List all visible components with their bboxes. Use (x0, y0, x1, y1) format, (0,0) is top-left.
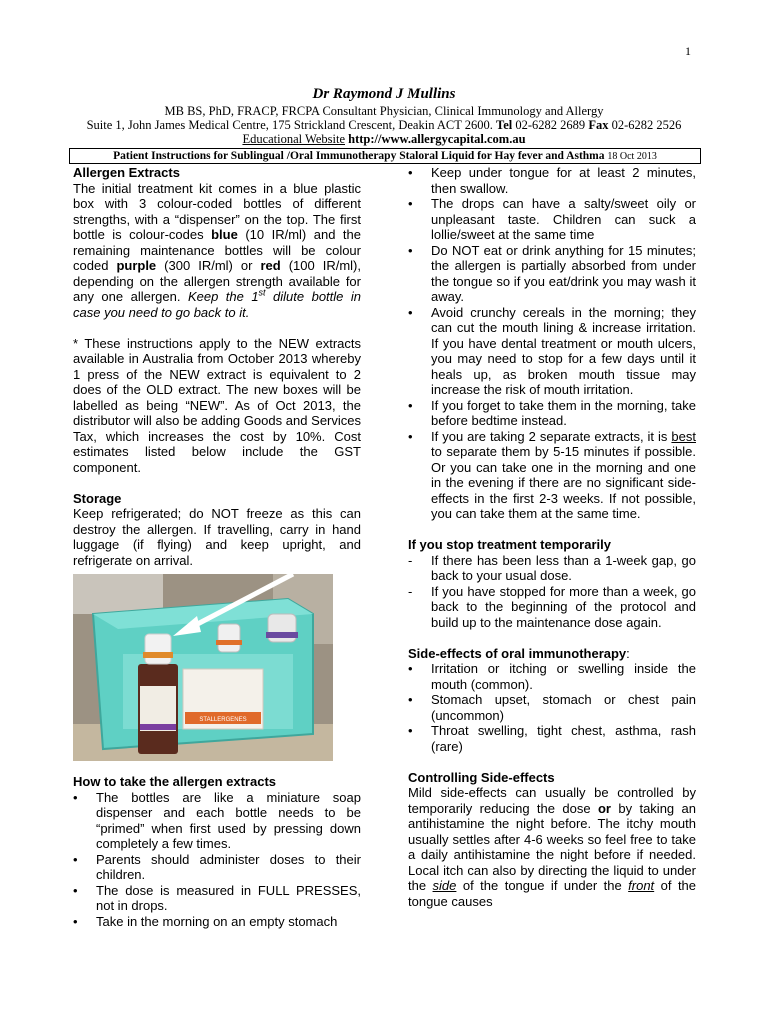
website-link[interactable]: http://www.allergycapital.com.au (348, 132, 526, 146)
howto-list-continued (408, 165, 696, 522)
right-column (408, 165, 696, 909)
list-item: • Parents should administer doses to their children. (73, 851, 361, 882)
list-item: • The bottles are like a miniature soap dispenser and each bottle needs to be “primed” when first used by pressing down completely a few times. (73, 789, 361, 851)
page-number: 1 (685, 44, 691, 58)
side-effects-list (408, 661, 696, 754)
document-date: 18 Oct 2013 (607, 151, 657, 162)
list-item: • Stomach upset, stomach or chest pain (uncommon) (408, 692, 696, 723)
treatment-kit-photo (73, 574, 333, 761)
list-item: • Do NOT eat or drink anything for 15 minutes; the allergen is partially absorbed from under the tongue so if you eat/drink you may wash it away. (408, 242, 696, 304)
controlling-side-effects-paragraph: Mild side-effects can usually be controlled by temporarily reducing the dose or by taking an antihistamine the night before. The itchy mouth usually settles after 4-6 weeks so feel free to take a daily antihistamine the night before if needed. Local itch can also by directing the liquid to under the side of the tongue if under the front of the tongue causes (408, 785, 697, 909)
list-item: - If there has been less than a 1-week gap, go back to your usual dose. (408, 552, 696, 583)
doctor-name: Dr Raymond J Mullins (312, 86, 456, 102)
howto-heading: How to take the allergen extracts (73, 774, 277, 789)
storage-heading: Storage (73, 490, 122, 506)
allergen-paragraph-2: * These instructions apply to the NEW extracts available in Australia from October 2013 whereby 1 press of the NEW extract is equivalent to 2 does of the OLD extract. The new boxes will be labelled as being “NEW”. As of Oct 2013, the distributor will also be adding Goods and Services Tax, which increases the cost by 10%. Cost estimates listed below include the GST component. (73, 335, 361, 475)
treatment-kit-illustration (73, 574, 333, 761)
title-bar (69, 148, 701, 164)
document-title: Patient Instructions for Sublingual /Oral Immunotherapy Staloral Liquid for Hay fever and Asthma (113, 150, 605, 162)
side-effects-heading: Side-effects of oral immunotherapy: (408, 645, 630, 661)
howto-list (73, 790, 361, 930)
list-item: • If you forget to take them in the morning, take before bedtime instead. (408, 397, 696, 428)
storage-paragraph: Keep refrigerated; do NOT freeze as this can destroy the allergen. If travelling, carry in hand luggage (if flying) and keep upright, and refrigerate on arrival. (73, 506, 361, 568)
list-item: • Avoid crunchy cereals in the morning; they can cut the mouth lining & increase irritation. If you have dental treatment or mouth ulcers, you may need to stop for a few days until it heals up, as broken mouth tissue may increase the risk of mouth irritation. (408, 304, 696, 397)
address-line: Suite 1, John James Medical Centre, 175 Strickland Crescent, Deakin ACT 2600. Tel 02-6282 2689 Fax 02-6282 2526 (86, 118, 682, 132)
left-column (73, 165, 361, 929)
allergen-paragraph-1: The initial treatment kit comes in a blue plastic box with 3 colour-coded bottles of different strengths, with a “dispenser” on the top. The first bottle is colour-codes blue (10 IR/ml) and the remaining maintenance bottles will be colour coded purple (300 IR/ml) or red (100 IR/ml), depending on the allergen strength available for any one allergen. Keep the 1st dilute bottle in case you need to go back to it. (73, 180, 362, 320)
list-item: - If you have stopped for more than a week, go back to the beginning of the protocol and build up to the maintenance dose again. (408, 583, 696, 630)
allergen-heading: Allergen Extracts (73, 165, 180, 180)
controlling-side-effects-heading: Controlling Side-effects (408, 769, 555, 785)
list-item: • Keep under tongue for at least 2 minutes, then swallow. (408, 165, 696, 196)
website-line (0, 132, 768, 147)
list-item: • Take in the morning on an empty stomach (73, 913, 338, 929)
list-item: • The dose is measured in FULL PRESSES, not in drops. (73, 882, 361, 913)
credentials: MB BS, PhD, FRACP, FRCPA Consultant Physician, Clinical Immunology and Allergy (164, 104, 604, 118)
list-item: • The drops can have a salty/sweet oily or unpleasant taste. Children can suck a lollie/sweet at the same time (408, 196, 696, 242)
list-item: • Irritation or itching or swelling inside the mouth (common). (408, 661, 696, 692)
stop-treatment-heading: If you stop treatment temporarily (408, 537, 611, 552)
list-item: • Throat swelling, tight chest, asthma, rash (rare) (408, 723, 696, 754)
stop-treatment-list (408, 553, 696, 631)
svg-text:STALLERGENES: STALLERGENES (199, 717, 247, 723)
list-item: • If you are taking 2 separate extracts, it is best to separate them by 5-15 minutes if possible. Or you can take one in the morning and one in the evening if there are no significant side-effects in the first 2-3 weeks. If not possible, you can take them at the same time. (408, 428, 696, 521)
website-label: Educational Website (242, 132, 345, 146)
